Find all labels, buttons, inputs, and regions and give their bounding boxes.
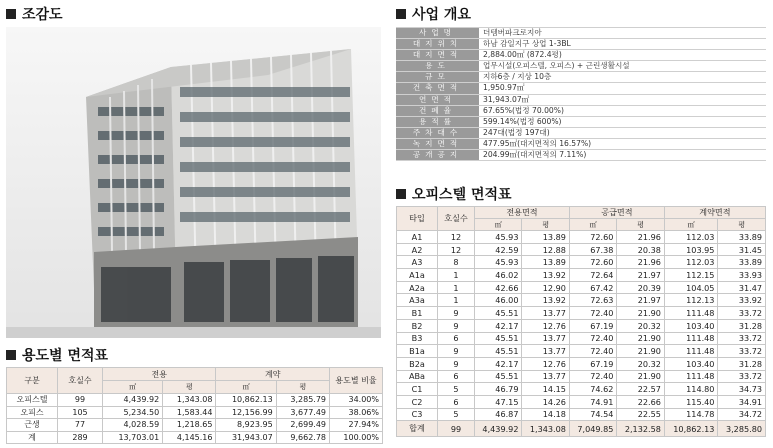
building-rendering-image [6,27,381,338]
table-cell: 112.03 [664,256,718,269]
table-cell: 3,285.80 [718,421,766,437]
table-cell: 5 [438,408,475,421]
table-cell: 112.15 [664,269,718,282]
square-bullet-icon [396,9,406,19]
overview-row [396,138,766,149]
table-cell: 21.96 [617,231,664,244]
table-cell: 34.91 [718,395,766,408]
col-kind: 구분 [7,368,58,394]
table-cell: 4,145.16 [163,431,216,444]
table-cell: 45.51 [475,345,522,358]
table-cell: C2 [397,395,438,408]
table-cell: 21.96 [617,256,664,269]
table-cell: 111.48 [664,345,718,358]
table-cell: 72.60 [569,231,616,244]
overview-row [396,150,766,161]
table-cell: 14.15 [522,383,569,396]
overview-label: 건축면적 [396,83,479,94]
table-row [397,294,766,307]
unit-m2: ㎡ [664,219,718,231]
table-cell: 99 [438,421,475,437]
unit-m2: ㎡ [569,219,616,231]
table-cell: 1 [438,269,475,282]
table-cell: 112.03 [664,231,718,244]
table-cell: 14.18 [522,408,569,421]
table-total-row [397,421,766,437]
table-cell: 3,677.49 [276,406,329,419]
table-cell: 1,343.08 [522,421,569,437]
unit-py: 평 [522,219,569,231]
table-cell: 13.89 [522,256,569,269]
officetel-body [397,231,766,437]
table-row [397,383,766,396]
overview-row [396,127,766,138]
table-cell: 20.39 [617,281,664,294]
overview-label: 규모 [396,72,479,83]
table-cell: 21.90 [617,332,664,345]
table-row [397,408,766,421]
table-row [397,243,766,256]
overview-label: 대지위치 [396,39,479,50]
table-cell: 46.00 [475,294,522,307]
table-cell: 33.72 [718,370,766,383]
unit-py: 평 [276,381,329,394]
table-cell: 13.89 [522,231,569,244]
table-cell: 33.92 [718,294,766,307]
unit-m2: ㎡ [216,381,276,394]
table-cell: 45.51 [475,370,522,383]
table-row [397,281,766,294]
table-cell: 103.40 [664,357,718,370]
table-cell: 33.93 [718,269,766,282]
table-cell: B2a [397,357,438,370]
overview-label: 용도 [396,61,479,72]
overview-row [396,83,766,94]
rendering-title: 조감도 [6,4,63,24]
officetel-area-table [396,206,766,437]
col-net: 전용 [103,368,216,381]
col-net-area: 전용면적 [475,207,570,219]
table-cell: 34.72 [718,408,766,421]
overview-row [396,50,766,61]
table-row [397,231,766,244]
table-cell: 72.63 [569,294,616,307]
usage-body [7,394,383,444]
table-cell: 9,662.78 [276,431,329,444]
table-cell: 9 [438,345,475,358]
table-cell: 111.48 [664,307,718,320]
col-ratio: 용도별 비율 [330,368,383,394]
table-cell: 100.00% [330,431,383,444]
overview-table [396,27,766,161]
table-cell: 4,028.59 [103,419,163,432]
table-cell: 46.87 [475,408,522,421]
table-cell: 74.91 [569,395,616,408]
col-contract: 계약 [216,368,330,381]
table-cell: 13.77 [522,307,569,320]
table-row [7,431,383,444]
table-cell: A2 [397,243,438,256]
table-cell: 4,439.92 [475,421,522,437]
overview-row [396,72,766,83]
table-cell: 13.77 [522,345,569,358]
table-cell: 103.95 [664,243,718,256]
overview-label: 대지면적 [396,50,479,61]
table-cell: 47.15 [475,395,522,408]
col-units: 호실수 [438,207,475,231]
table-row [397,357,766,370]
table-cell: A3 [397,256,438,269]
overview-row [396,39,766,50]
table-cell: A1a [397,269,438,282]
col-type: 타입 [397,207,438,231]
unit-py: 평 [617,219,664,231]
overview-label: 연면적 [396,94,479,105]
table-cell: 33.72 [718,332,766,345]
table-cell: 14.26 [522,395,569,408]
table-cell: 42.66 [475,281,522,294]
table-cell: 45.51 [475,307,522,320]
overview-row [396,94,766,105]
table-row [397,332,766,345]
table-cell: 27.94% [330,419,383,432]
table-cell: 1,343.08 [163,394,216,407]
table-cell: 112.13 [664,294,718,307]
table-cell: 12 [438,243,475,256]
table-cell: 3,285.79 [276,394,329,407]
table-cell: C1 [397,383,438,396]
table-cell: 9 [438,307,475,320]
table-row [7,394,383,407]
table-cell: 21.90 [617,307,664,320]
table-cell: 4,439.92 [103,394,163,407]
table-cell: B1 [397,307,438,320]
table-cell: 33.72 [718,307,766,320]
overview-row [396,105,766,116]
overview-body [396,28,766,161]
overview-label: 주차대수 [396,127,479,138]
overview-value: 더템버파크로지아 [479,28,766,39]
table-cell: 합계 [397,421,438,437]
table-row [397,256,766,269]
table-cell: 67.19 [569,357,616,370]
table-cell: A2a [397,281,438,294]
table-cell: 34.00% [330,394,383,407]
table-cell: C3 [397,408,438,421]
table-row [397,307,766,320]
table-cell: 5,234.50 [103,406,163,419]
table-cell: 13.77 [522,370,569,383]
table-cell: 77 [58,419,103,432]
table-cell: B3 [397,332,438,345]
table-cell: 12.90 [522,281,569,294]
table-cell: 31.45 [718,243,766,256]
table-cell: 1 [438,281,475,294]
overview-row [396,116,766,127]
table-cell: 오피스 [7,406,58,419]
table-cell: 72.40 [569,370,616,383]
overview-value: 67.65%(법정 70.00%) [479,105,766,116]
table-cell: 20.38 [617,243,664,256]
table-cell: 20.32 [617,357,664,370]
table-cell: 46.79 [475,383,522,396]
table-cell: 21.90 [617,370,664,383]
overview-value: 1,950.97㎡ [479,83,766,94]
table-cell: 33.89 [718,256,766,269]
table-cell: 72.40 [569,307,616,320]
table-cell: 9 [438,357,475,370]
table-cell: 72.64 [569,269,616,282]
table-cell: 74.62 [569,383,616,396]
table-cell: 33.72 [718,345,766,358]
table-cell: 8 [438,256,475,269]
table-row [397,345,766,358]
overview-label: 사업명 [396,28,479,39]
unit-py: 평 [163,381,216,394]
table-cell: 7,049.85 [569,421,616,437]
table-cell: 9 [438,319,475,332]
overview-label: 녹지면적 [396,138,479,149]
table-cell: B2 [397,319,438,332]
table-cell: 34.73 [718,383,766,396]
table-cell: 6 [438,332,475,345]
usage-title: 용도별 면적표 [6,345,108,365]
overview-row [396,61,766,72]
table-cell: 21.90 [617,345,664,358]
table-cell: 12.76 [522,319,569,332]
table-cell: 1 [438,294,475,307]
table-cell: 45.93 [475,231,522,244]
table-cell: 10,862.13 [216,394,276,407]
table-row [7,419,383,432]
officetel-title: 오피스텔 면적표 [396,184,512,204]
table-cell: 12 [438,231,475,244]
table-cell: 1,218.65 [163,419,216,432]
table-cell: 42.17 [475,319,522,332]
table-cell: ABa [397,370,438,383]
table-row [397,395,766,408]
table-cell: 45.93 [475,256,522,269]
table-cell: 12,156.99 [216,406,276,419]
table-cell: 2,699.49 [276,419,329,432]
table-cell: 99 [58,394,103,407]
table-cell: 114.78 [664,408,718,421]
table-cell: 31.47 [718,281,766,294]
table-cell: 6 [438,395,475,408]
table-cell: A3a [397,294,438,307]
table-cell: 13.92 [522,294,569,307]
table-cell: 105 [58,406,103,419]
table-cell: 72.40 [569,345,616,358]
table-cell: 12.88 [522,243,569,256]
table-cell: 31,943.07 [216,431,276,444]
col-supply-area: 공급면적 [569,207,664,219]
table-cell: 42.17 [475,357,522,370]
overview-value: 31,943.07㎡ [479,94,766,105]
table-cell: 근생 [7,419,58,432]
table-row [397,269,766,282]
table-row [397,370,766,383]
table-cell: 42.59 [475,243,522,256]
table-cell: 111.48 [664,332,718,345]
overview-value: 지하6층 / 지상 10층 [479,72,766,83]
table-cell: 5 [438,383,475,396]
table-cell: A1 [397,231,438,244]
overview-value: 477.95㎡(대지면적의 16.57%) [479,138,766,149]
overview-label: 건폐율 [396,105,479,116]
overview-label: 용적률 [396,116,479,127]
table-cell: 67.38 [569,243,616,256]
square-bullet-icon [396,189,406,199]
table-cell: 10,862.13 [664,421,718,437]
square-bullet-icon [6,9,16,19]
col-contract-area: 계약면적 [664,207,765,219]
table-cell: 계 [7,431,58,444]
overview-title: 사업 개요 [396,4,471,24]
building-illustration [6,27,381,338]
table-cell: 111.48 [664,370,718,383]
table-cell: 33.89 [718,231,766,244]
table-cell: 2,132.58 [617,421,664,437]
table-row [397,319,766,332]
table-cell: 67.42 [569,281,616,294]
table-cell: 38.06% [330,406,383,419]
overview-value: 599.14%(법정 600%) [479,116,766,127]
overview-value: 하남 감일지구 상업 1-3BL [479,39,766,50]
table-cell: 13.77 [522,332,569,345]
table-cell: 12.76 [522,357,569,370]
table-cell: 72.60 [569,256,616,269]
table-cell: 오피스텔 [7,394,58,407]
table-cell: 72.40 [569,332,616,345]
table-cell: 289 [58,431,103,444]
table-cell: 6 [438,370,475,383]
table-cell: 67.19 [569,319,616,332]
table-cell: 22.66 [617,395,664,408]
overview-label: 공개공지 [396,150,479,161]
table-cell: 1,583.44 [163,406,216,419]
table-cell: 31.28 [718,319,766,332]
table-cell: 74.54 [569,408,616,421]
col-units: 호실수 [58,368,103,394]
square-bullet-icon [6,350,16,360]
table-cell: 21.97 [617,269,664,282]
table-cell: 13,703.01 [103,431,163,444]
table-cell: 104.05 [664,281,718,294]
unit-m2: ㎡ [475,219,522,231]
unit-py: 평 [718,219,766,231]
table-cell: 103.40 [664,319,718,332]
table-cell: 21.97 [617,294,664,307]
table-cell: 45.51 [475,332,522,345]
overview-row [396,28,766,39]
overview-value: 204.99㎡(대지면적의 7.11%) [479,150,766,161]
table-cell: 22.55 [617,408,664,421]
overview-value: 업무시설(오피스텔, 오피스) + 근린생활시설 [479,61,766,72]
table-cell: 13.92 [522,269,569,282]
usage-area-table [6,367,383,444]
table-cell: 8,923.95 [216,419,276,432]
overview-value: 247대(법정 197대) [479,127,766,138]
table-cell: 115.40 [664,395,718,408]
unit-m2: ㎡ [103,381,163,394]
table-cell: 46.02 [475,269,522,282]
overview-value: 2,884.00㎡ (872.4평) [479,50,766,61]
table-row [7,406,383,419]
table-cell: 20.32 [617,319,664,332]
table-cell: 31.28 [718,357,766,370]
table-cell: 22.57 [617,383,664,396]
table-cell: B1a [397,345,438,358]
table-cell: 114.80 [664,383,718,396]
